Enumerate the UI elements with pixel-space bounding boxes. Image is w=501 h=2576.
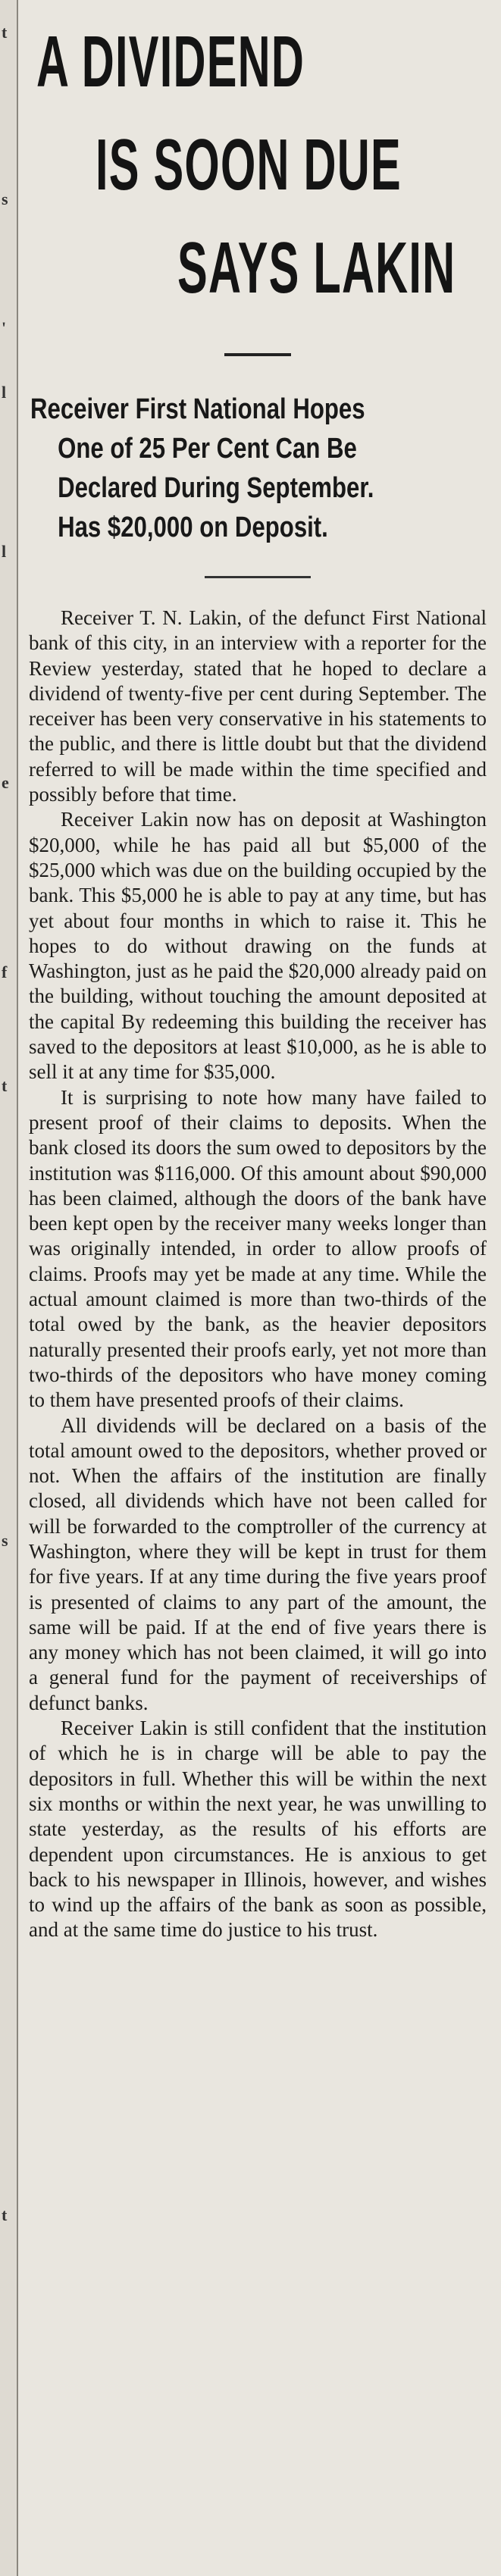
- gutter-mark: t: [2, 23, 8, 42]
- left-column-gutter: [0, 0, 18, 2576]
- gutter-mark: ': [2, 318, 7, 337]
- gutter-mark: f: [2, 962, 8, 981]
- paragraph: Receiver T. N. Lakin, of the defunct First National bank of this city, in an interview with a reporter for the Review yesterday, stated that he hoped to declare a dividend of twenty-five per cent during September. The receiver has been very conservative in his statements to the public, and there is little doubt but that the dividend referred to will be made within the time specified and possibly before that time.: [29, 606, 487, 806]
- deck-line-1: Receiver First National Hopes: [30, 393, 365, 425]
- paragraph: It is surprising to note how many have failed to present proof of their claims to deposits. When the bank closed its doors the sum owed to depositors by the institution was $116,000. Of this amount about $90,000 has been claimed, although the doors of the bank have been kept open by the receiver many weeks longer than was originally intended, in order to allow proofs of claims. Proofs may yet be made at any time. While the actual amount claimed is more than two-thirds of the total owed by the bank, as the heavier depositors naturally presented their proofs early, yet not more than two-thirds of the depositors who have money coming to them have presented proofs of their claims.: [29, 1085, 487, 1412]
- headline-line-2: IS SOON DUE: [96, 124, 402, 205]
- subheadline-deck: [30, 390, 487, 547]
- gutter-mark: e: [2, 773, 9, 792]
- headline-line-3: SAYS LAKIN: [177, 227, 456, 308]
- gutter-mark: l: [2, 383, 7, 402]
- headline-divider: [224, 353, 291, 356]
- gutter-mark: s: [2, 1531, 8, 1550]
- deck-line-3: Declared During September.: [58, 472, 374, 504]
- gutter-mark: t: [2, 2205, 8, 2224]
- headline-line-1: A DIVIDEND: [36, 21, 305, 102]
- article-body: [29, 606, 487, 1943]
- paragraph: Receiver Lakin is still confident that the institution of which he is in charge will be able to pay the depositors in full. Whether this will be within the next six months or within the next year, he was unwilling to state yesterday, as the results of his efforts are dependent upon circumstances. He is anxious to get back to his newspaper in Illinois, however, and wishes to wind up the affairs of the bank as soon as possible, and at the same time do justice to his trust.: [29, 1717, 487, 1942]
- deck-line-2: One of 25 Per Cent Can Be: [58, 433, 357, 465]
- gutter-mark: t: [2, 1076, 8, 1095]
- deck-divider: [205, 576, 311, 578]
- paragraph: All dividends will be declared on a basis of the total amount owed to the depositors, whether proved or not. When the affairs of the institution are finally closed, all dividends which have not been called for will be forwarded to the comptroller of the currency at Washington, where they will be kept in trust for them for five years. If at any time during the five years proof is presented of claims to any part of the amount, the same will be paid. If at the end of five years there is any money which has not been claimed, it will go into a general fund for the payment of receiverships of defunct banks.: [29, 1413, 487, 1714]
- paragraph: Receiver Lakin now has on deposit at Washington $20,000, while he has paid all but $5,000 of the $25,000 which was due on the building occupied by the bank. This $5,000 he is able to pay at any time, but has yet about four months in which to raise it. This he hopes to do without drawing on the funds at Washington, just as he paid the $20,000 already paid on the building, without touching the amount deposited at the capital By redeeming this building the receiver has saved to the depositors at least $10,000, as he is able to sell it at any time for $35,000.: [29, 808, 487, 1084]
- gutter-mark: l: [2, 542, 7, 561]
- article-column: [26, 0, 490, 1943]
- gutter-mark: s: [2, 189, 8, 208]
- deck-line-4: Has $20,000 on Deposit.: [58, 512, 328, 543]
